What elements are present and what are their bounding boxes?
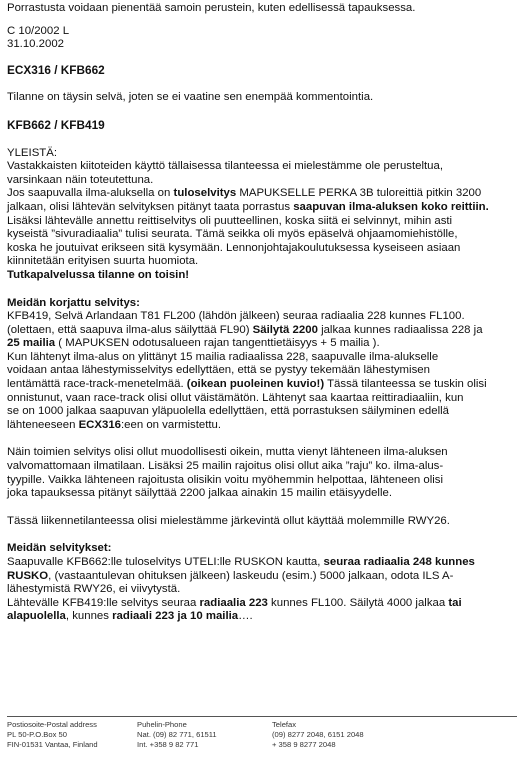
corrected-line: se on 1000 jalkaa saapuvan yläpuolella edellyttäen, että porrastuksen säilyminen edellä xyxy=(7,405,449,418)
evaluation-paragraph xyxy=(7,446,512,500)
reference-date: 31.10.2002 xyxy=(7,38,65,51)
corrected-line: lähteneeseen ECX316:een on varmistettu. xyxy=(7,418,222,431)
reference-number: C 10/2002 L xyxy=(7,24,70,37)
clearance-line: alapuolella, kunnes radiaali 223 ja 10 mailia…. xyxy=(7,610,253,623)
footer-label: Puhelin-Phone xyxy=(137,720,187,729)
section-heading-kfb662-kfb419: KFB662 / KFB419 xyxy=(7,117,105,132)
corrected-line: voidaan antaa lähestymisselvitys edellyttäen, että se pystyy tekemään lähestymisen xyxy=(7,364,430,377)
intro-paragraph: Porrastusta voidaan pienentää samoin perustein, kuten edellisessä tapauksessa. xyxy=(7,2,416,14)
document-body xyxy=(7,2,512,624)
evaluation-line: Näin toimien selvitys olisi ollut muodollisesti oikein, mutta vienyt lähteneen ilma-aluksen xyxy=(7,446,448,459)
corrected-clearance-label: Meidän korjattu selvitys: xyxy=(7,296,140,309)
our-clearances-section xyxy=(7,542,512,624)
clearance-line: Saapuvalle KFB662:lle tuloselvitys UTELI:lle RUSKON kautta, seuraa radiaalia 248 kunnes xyxy=(7,556,475,568)
footer-phone xyxy=(137,720,217,749)
clearance-line: RUSKO, (vastaantulevan ohituksen jälkeen) laskeudu (esim.) 5000 jalkaan, odota ILS A- xyxy=(7,569,454,582)
clearance-line: Lähtevälle KFB419:lle selvitys seuraa radiaalia 223 kunnes FL100. Säilytä 4000 jalkaa tai xyxy=(7,596,462,609)
section-heading-ecx316-kfb662: ECX316 / KFB662 xyxy=(7,62,105,77)
footer-telefax xyxy=(272,720,364,749)
evaluation-line: valvomattomaan ilmatilaan. Lisäksi 25 mailin rajoitus olisi ollut aika ”raju” ko. ilma-alus- xyxy=(7,460,444,473)
situation-clear-paragraph: Tilanne on täysin selvä, joten se ei vaatine sen enempää kommentointia. xyxy=(7,91,374,104)
evaluation-line: tyypille. Vaikka lähteneen rajoitusta olisikin voitu myöhemmin helpottaa, lähteneen olisi xyxy=(7,473,444,486)
our-clearances-label: Meidän selvitykset: xyxy=(7,542,112,555)
clearance-line: lähestymistä RWY26, ei viivytystä. xyxy=(7,583,181,596)
general-section xyxy=(7,147,512,283)
radar-service-note: Tutkapalvelussa tilanne on toisin! xyxy=(7,268,190,281)
footer-label: Telefax xyxy=(272,720,297,729)
footer-value: Nat. (09) 82 771, 61511 xyxy=(137,729,217,739)
footer-value: + 358 9 8277 2048 xyxy=(272,739,336,749)
evaluation-line: joka tapauksessa pitänyt säilyttää 2200 jalkaa ainakin 15 mailin etäisyydelle. xyxy=(7,487,392,500)
general-line: koska he joutuivat erikseen sitä kysymään. Lennonjohtajakoulutuksessa kyseiseen asiaan xyxy=(7,241,461,254)
corrected-clearance-section xyxy=(7,297,512,433)
corrected-line: (olettaen, että saapuva ilma-alus säilyttää FL90) Säilytä 2200 jalkaa kunnes radiaalissa 228 ja xyxy=(7,323,483,336)
general-line: varsinkaan näin toteutettuna. xyxy=(7,173,154,186)
general-line: Jos saapuvalla ilma-aluksella on tuloselvitys MAPUKSELLE PERKA 3B tuloreittiä pitkin 3200 xyxy=(7,187,482,200)
corrected-line: Kun lähtenyt ilma-alus on ylittänyt 15 mailia radiaalissa 228, saapuvalle ilma-alukselle xyxy=(7,350,439,363)
general-line: Lisäksi lähtevälle annettu reittiselvitys oli puutteellinen, koska siitä ei selvinnyt, mihin asti xyxy=(7,214,453,227)
letterhead-footer xyxy=(7,716,517,749)
general-line: jalkaan, olisi lähtevän selvityksen pitänyt taata porrastus saapuvan ilma-aluksen koko reittiin. xyxy=(7,200,489,213)
corrected-line: lentämättä race-track-menetelmää. (oikean puoleinen kuvio!) Tässä tilanteessa se tuskin olisi xyxy=(7,378,487,391)
footer-value: PL 50-P.O.Box 50 xyxy=(7,729,67,739)
runway-recommendation: Tässä liikennetilanteessa olisi mielestämme järkevintä ollut käyttää molemmille RWY26. xyxy=(7,514,450,527)
footer-label: Postiosoite-Postal address xyxy=(7,720,97,729)
general-line: kiinnitetään erityisen suurta huomiota. xyxy=(7,255,199,268)
corrected-line: KFB419, Selvä Arlandaan T81 FL200 (lähdön jälkeen) seuraa radiaalia 228 kunnes FL100. xyxy=(7,310,465,323)
footer-value: FIN-01531 Vantaa, Finland xyxy=(7,739,98,749)
corrected-line: onnistunut, vaan race-track olisi ollut väistämätön. Lähtenyt saa kaartaa reittiradiaaliin, kun xyxy=(7,391,464,404)
footer-value: (09) 8277 2048, 6151 2048 xyxy=(272,729,364,739)
footer-postal-address xyxy=(7,720,98,749)
general-label: YLEISTÄ: xyxy=(7,146,58,159)
corrected-line: 25 mailia ( MAPUKSEN odotusalueen rajan tangenttietäisyys + 5 mailia ). xyxy=(7,337,380,350)
footer-value: Int. +358 9 82 771 xyxy=(137,739,199,749)
general-line: Vastakkaisten kiitoteiden käyttö tällaisessa tilanteessa ei mielestämme ole perusteltua, xyxy=(7,160,444,173)
general-line: kyseistä ”sivuradiaalia” tulisi seurata. Tämä seikka oli myös epäselvä ohjaamomiehistölle, xyxy=(7,228,458,241)
